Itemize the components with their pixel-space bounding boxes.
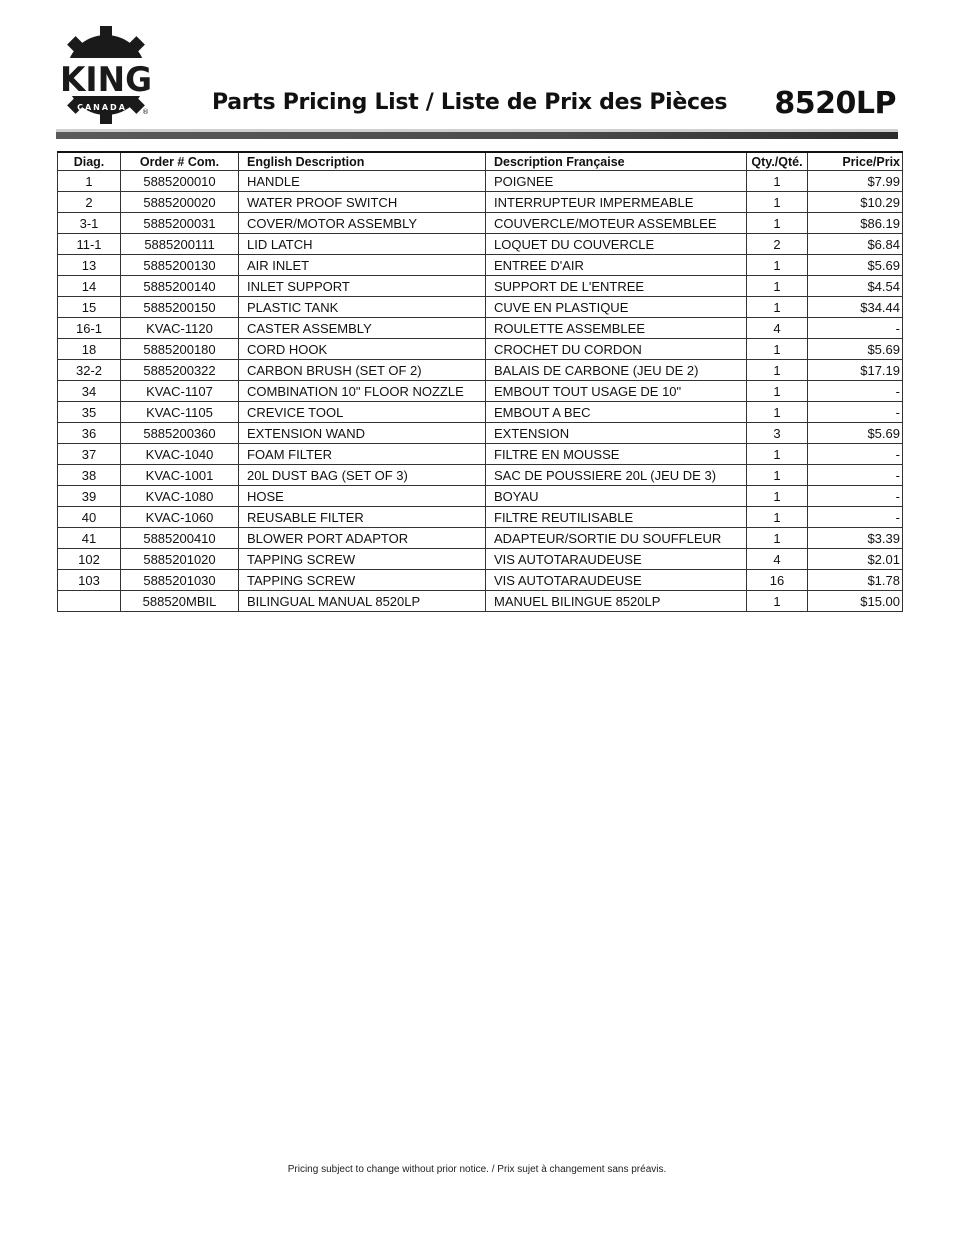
cell-quantity: 1 (747, 339, 808, 360)
cell-french-description: FILTRE EN MOUSSE (486, 444, 747, 465)
cell-french-description: SUPPORT DE L'ENTREE (486, 276, 747, 297)
cell-english-description: HANDLE (239, 171, 486, 192)
table-row (58, 423, 903, 444)
table-row (58, 360, 903, 381)
cell-order-number: KVAC-1080 (121, 486, 239, 507)
cell-order-number: 5885200410 (121, 528, 239, 549)
cell-order-number: 588520MBIL (121, 591, 239, 612)
cell-french-description: POIGNEE (486, 171, 747, 192)
cell-french-description: EMBOUT A BEC (486, 402, 747, 423)
cell-english-description: REUSABLE FILTER (239, 507, 486, 528)
table-row (58, 171, 903, 192)
cell-french-description: CROCHET DU CORDON (486, 339, 747, 360)
parts-table (57, 151, 903, 612)
cell-quantity: 1 (747, 402, 808, 423)
cell-price: $15.00 (808, 591, 903, 612)
cell-order-number: KVAC-1040 (121, 444, 239, 465)
pricing-disclaimer: Pricing subject to change without prior notice. / Prix sujet à changement sans préavis. (287, 1164, 667, 1175)
col-price-header: Price/Prix (808, 152, 903, 171)
cell-english-description: EXTENSION WAND (239, 423, 486, 444)
cell-french-description: VIS AUTOTARAUDEUSE (486, 570, 747, 591)
cell-quantity: 1 (747, 591, 808, 612)
cell-order-number: KVAC-1120 (121, 318, 239, 339)
table-row (58, 507, 903, 528)
cell-french-description: BOYAU (486, 486, 747, 507)
table-header-row (58, 152, 903, 171)
cell-price: $5.69 (808, 423, 903, 444)
cell-price: - (808, 444, 903, 465)
cell-diag: 14 (58, 276, 121, 297)
cell-diag: 34 (58, 381, 121, 402)
cell-order-number: 5885200140 (121, 276, 239, 297)
cell-order-number: KVAC-1105 (121, 402, 239, 423)
cell-quantity: 1 (747, 465, 808, 486)
table-row (58, 591, 903, 612)
table-row (58, 234, 903, 255)
cell-order-number: 5885200180 (121, 339, 239, 360)
cell-french-description: LOQUET DU COUVERCLE (486, 234, 747, 255)
cell-quantity: 1 (747, 486, 808, 507)
model-number: 8520LP (774, 86, 896, 121)
cell-english-description: AIR INLET (239, 255, 486, 276)
cell-order-number: 5885200130 (121, 255, 239, 276)
cell-price: $10.29 (808, 192, 903, 213)
cell-quantity: 1 (747, 255, 808, 276)
cell-quantity: 16 (747, 570, 808, 591)
cell-order-number: 5885200360 (121, 423, 239, 444)
col-qty-header: Qty./Qté. (747, 152, 808, 171)
cell-price: $5.69 (808, 255, 903, 276)
cell-order-number: KVAC-1001 (121, 465, 239, 486)
cell-diag: 41 (58, 528, 121, 549)
cell-french-description: SAC DE POUSSIERE 20L (JEU DE 3) (486, 465, 747, 486)
col-diag-header: Diag. (58, 152, 121, 171)
cell-price: $17.19 (808, 360, 903, 381)
cell-english-description: CREVICE TOOL (239, 402, 486, 423)
cell-price: $7.99 (808, 171, 903, 192)
cell-order-number: 5885200150 (121, 297, 239, 318)
cell-diag: 16-1 (58, 318, 121, 339)
cell-english-description: WATER PROOF SWITCH (239, 192, 486, 213)
cell-price: $6.84 (808, 234, 903, 255)
cell-diag: 13 (58, 255, 121, 276)
cell-diag: 37 (58, 444, 121, 465)
table-row (58, 276, 903, 297)
cell-price: - (808, 486, 903, 507)
cell-diag: 40 (58, 507, 121, 528)
table-row (58, 570, 903, 591)
cell-order-number: 5885200020 (121, 192, 239, 213)
cell-quantity: 2 (747, 234, 808, 255)
table-row (58, 444, 903, 465)
cell-english-description: INLET SUPPORT (239, 276, 486, 297)
cell-english-description: CARBON BRUSH (SET OF 2) (239, 360, 486, 381)
table-row (58, 486, 903, 507)
cell-price: $4.54 (808, 276, 903, 297)
brand-name: KING (60, 60, 152, 100)
cell-diag: 35 (58, 402, 121, 423)
cell-diag (58, 591, 121, 612)
cell-order-number: KVAC-1107 (121, 381, 239, 402)
cell-english-description: CASTER ASSEMBLY (239, 318, 486, 339)
cell-quantity: 4 (747, 549, 808, 570)
cell-diag: 36 (58, 423, 121, 444)
cell-french-description: BALAIS DE CARBONE (JEU DE 2) (486, 360, 747, 381)
cell-english-description: TAPPING SCREW (239, 570, 486, 591)
cell-price: - (808, 465, 903, 486)
col-english-header: English Description (239, 152, 486, 171)
col-french-header: Description Française (486, 152, 747, 171)
table-row (58, 465, 903, 486)
table-row (58, 318, 903, 339)
table-row (58, 528, 903, 549)
cell-french-description: CUVE EN PLASTIQUE (486, 297, 747, 318)
cell-english-description: BILINGUAL MANUAL 8520LP (239, 591, 486, 612)
table-row (58, 549, 903, 570)
header-rule (56, 132, 898, 139)
cell-quantity: 1 (747, 171, 808, 192)
cell-english-description: COMBINATION 10" FLOOR NOZZLE (239, 381, 486, 402)
cell-order-number: 5885200031 (121, 213, 239, 234)
cell-quantity: 1 (747, 444, 808, 465)
cell-diag: 38 (58, 465, 121, 486)
cell-price: $5.69 (808, 339, 903, 360)
table-row (58, 192, 903, 213)
cell-english-description: 20L DUST BAG (SET OF 3) (239, 465, 486, 486)
cell-quantity: 1 (747, 276, 808, 297)
cell-french-description: MANUEL BILINGUE 8520LP (486, 591, 747, 612)
cell-order-number: 5885200010 (121, 171, 239, 192)
cell-order-number: KVAC-1060 (121, 507, 239, 528)
cell-quantity: 1 (747, 192, 808, 213)
table-row (58, 213, 903, 234)
cell-diag: 15 (58, 297, 121, 318)
cell-price: $2.01 (808, 549, 903, 570)
parts-table-body (58, 171, 903, 612)
cell-diag: 103 (58, 570, 121, 591)
cell-english-description: FOAM FILTER (239, 444, 486, 465)
king-canada-logo (56, 22, 156, 126)
cell-french-description: FILTRE REUTILISABLE (486, 507, 747, 528)
table-row (58, 255, 903, 276)
cell-english-description: TAPPING SCREW (239, 549, 486, 570)
cell-price: - (808, 402, 903, 423)
cell-diag: 18 (58, 339, 121, 360)
page-title: Parts Pricing List / Liste de Prix des Pièces (212, 90, 728, 115)
cell-quantity: 3 (747, 423, 808, 444)
cell-price: - (808, 318, 903, 339)
cell-price: $3.39 (808, 528, 903, 549)
col-order-header: Order # Com. (121, 152, 239, 171)
table-row (58, 381, 903, 402)
cell-order-number: 5885200111 (121, 234, 239, 255)
cell-order-number: 5885201030 (121, 570, 239, 591)
cell-diag: 32-2 (58, 360, 121, 381)
cell-french-description: ROULETTE ASSEMBLEE (486, 318, 747, 339)
cell-english-description: PLASTIC TANK (239, 297, 486, 318)
cell-french-description: ENTREE D'AIR (486, 255, 747, 276)
registered-mark: ® (142, 108, 149, 116)
cell-quantity: 4 (747, 318, 808, 339)
table-row (58, 297, 903, 318)
cell-english-description: COVER/MOTOR ASSEMBLY (239, 213, 486, 234)
cell-quantity: 1 (747, 360, 808, 381)
cell-diag: 39 (58, 486, 121, 507)
cell-price: - (808, 381, 903, 402)
cell-price: - (808, 507, 903, 528)
cell-french-description: INTERRUPTEUR IMPERMEABLE (486, 192, 747, 213)
cell-price: $86.19 (808, 213, 903, 234)
cell-diag: 2 (58, 192, 121, 213)
table-row (58, 402, 903, 423)
cell-french-description: EMBOUT TOUT USAGE DE 10" (486, 381, 747, 402)
cell-quantity: 1 (747, 528, 808, 549)
cell-price: $1.78 (808, 570, 903, 591)
table-row (58, 339, 903, 360)
cell-order-number: 5885201020 (121, 549, 239, 570)
cell-english-description: LID LATCH (239, 234, 486, 255)
cell-quantity: 1 (747, 381, 808, 402)
brand-sub: CANADA (77, 103, 127, 112)
cell-quantity: 1 (747, 507, 808, 528)
cell-diag: 102 (58, 549, 121, 570)
cell-english-description: BLOWER PORT ADAPTOR (239, 528, 486, 549)
cell-english-description: CORD HOOK (239, 339, 486, 360)
cell-diag: 11-1 (58, 234, 121, 255)
cell-english-description: HOSE (239, 486, 486, 507)
cell-french-description: EXTENSION (486, 423, 747, 444)
cell-diag: 3-1 (58, 213, 121, 234)
cell-order-number: 5885200322 (121, 360, 239, 381)
cell-quantity: 1 (747, 297, 808, 318)
cell-french-description: COUVERCLE/MOTEUR ASSEMBLEE (486, 213, 747, 234)
cell-french-description: VIS AUTOTARAUDEUSE (486, 549, 747, 570)
cell-quantity: 1 (747, 213, 808, 234)
cell-diag: 1 (58, 171, 121, 192)
cell-french-description: ADAPTEUR/SORTIE DU SOUFFLEUR (486, 528, 747, 549)
cell-price: $34.44 (808, 297, 903, 318)
